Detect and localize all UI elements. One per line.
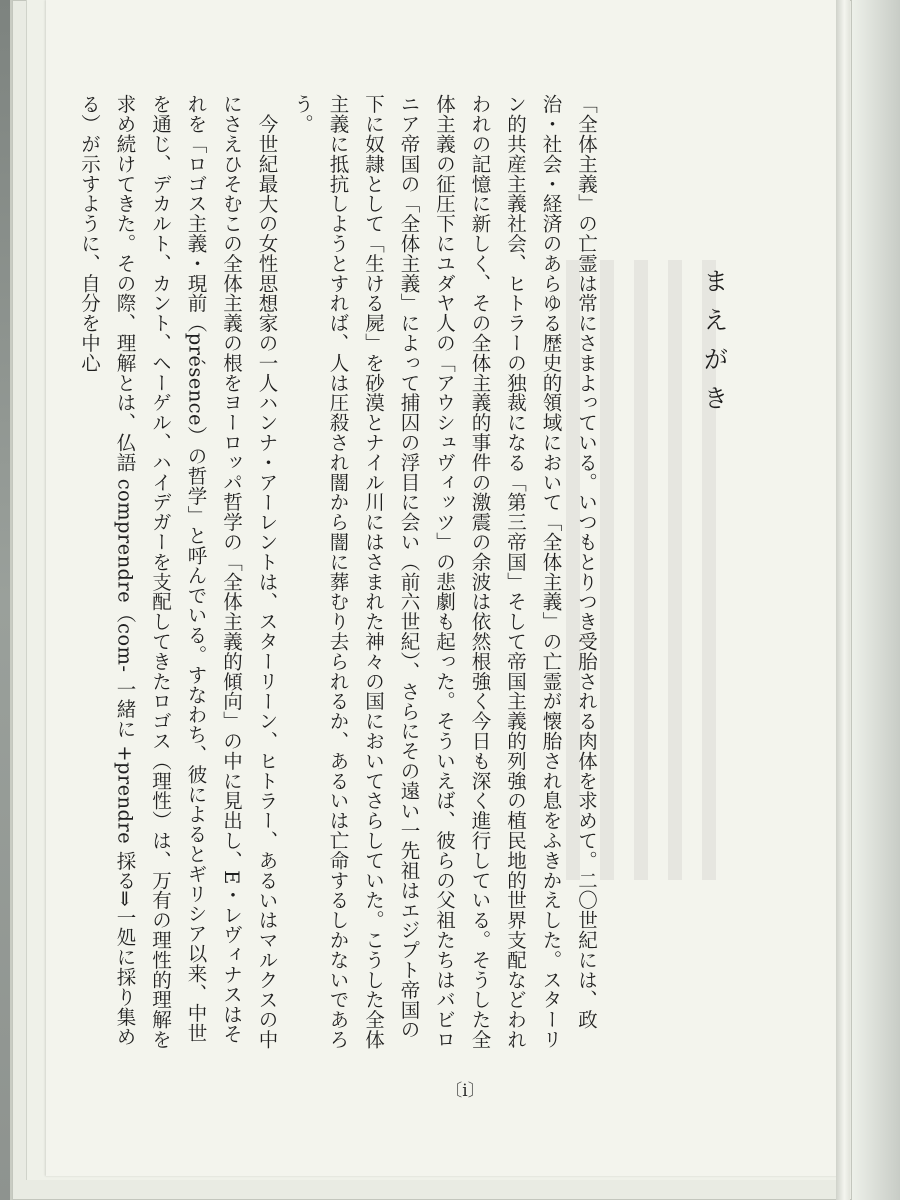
body-text	[78, 94, 604, 1054]
page-number: 〔i〕	[445, 1081, 485, 1101]
paragraph-2: 今世紀最大の女性思想家の一人ハンナ・アーレントは、スターリーン、ヒトラー、あるいはマルクスの中にさえひそむこの全体主義の根をヨーロッパ哲学の「全体主義的傾向」の中に見出し、E・レヴィナスはそれを「ロゴス主義・現前（présence）の哲学」と呼んでいる。すなわち、彼によるとギリシア以来、中世を通じ、デカルト、カント、ヘーゲル、ハイデガーを支配してきたロゴス（理性）は、万有の理性的理解を求め続けてきた。その際、理解とは、仏語 comprendre（com- 一緒に +prendre 採る⇒一処に採り集める）が示すように、自分を中心	[78, 94, 279, 1050]
book-edge	[836, 0, 850, 1200]
paragraph-1: 「全体主義」の亡霊は常にさまよっている。いつもとりつき受胎される肉体を求めて。二〇世紀には、政治・社会・経済のあらゆる歴史的領域において「全体主義」の亡霊が懐胎され息をふきかえした。スターリン的共産主義社会、ヒトラーの独裁になる「第三帝国」そして帝国主義的列強の植民地的世界支配などわれわれの記憶に新しく、その全体主義的事件の激震の余波は依然根強く今日も深く進行している。そうした全体主義の征圧下にユダヤ人の「アウシュヴィッツ」の悲劇も起った。そういえば、彼らの父祖たちはバビロニア帝国の「全体主義」によって捕囚の浮目に会い（前六世紀）、さらにその遠い一先祖はエジプト帝国の下に奴隷として「生ける屍」を砂漠とナイル川にはさまれた神々の国においてさらしていた。こうした全体主義に抵抗しようとすれば、人は圧殺され闇から闇に葬むり去られるか、あるいは亡命するしかないであろう。	[291, 94, 598, 1050]
page-title: まえがき	[700, 268, 729, 424]
